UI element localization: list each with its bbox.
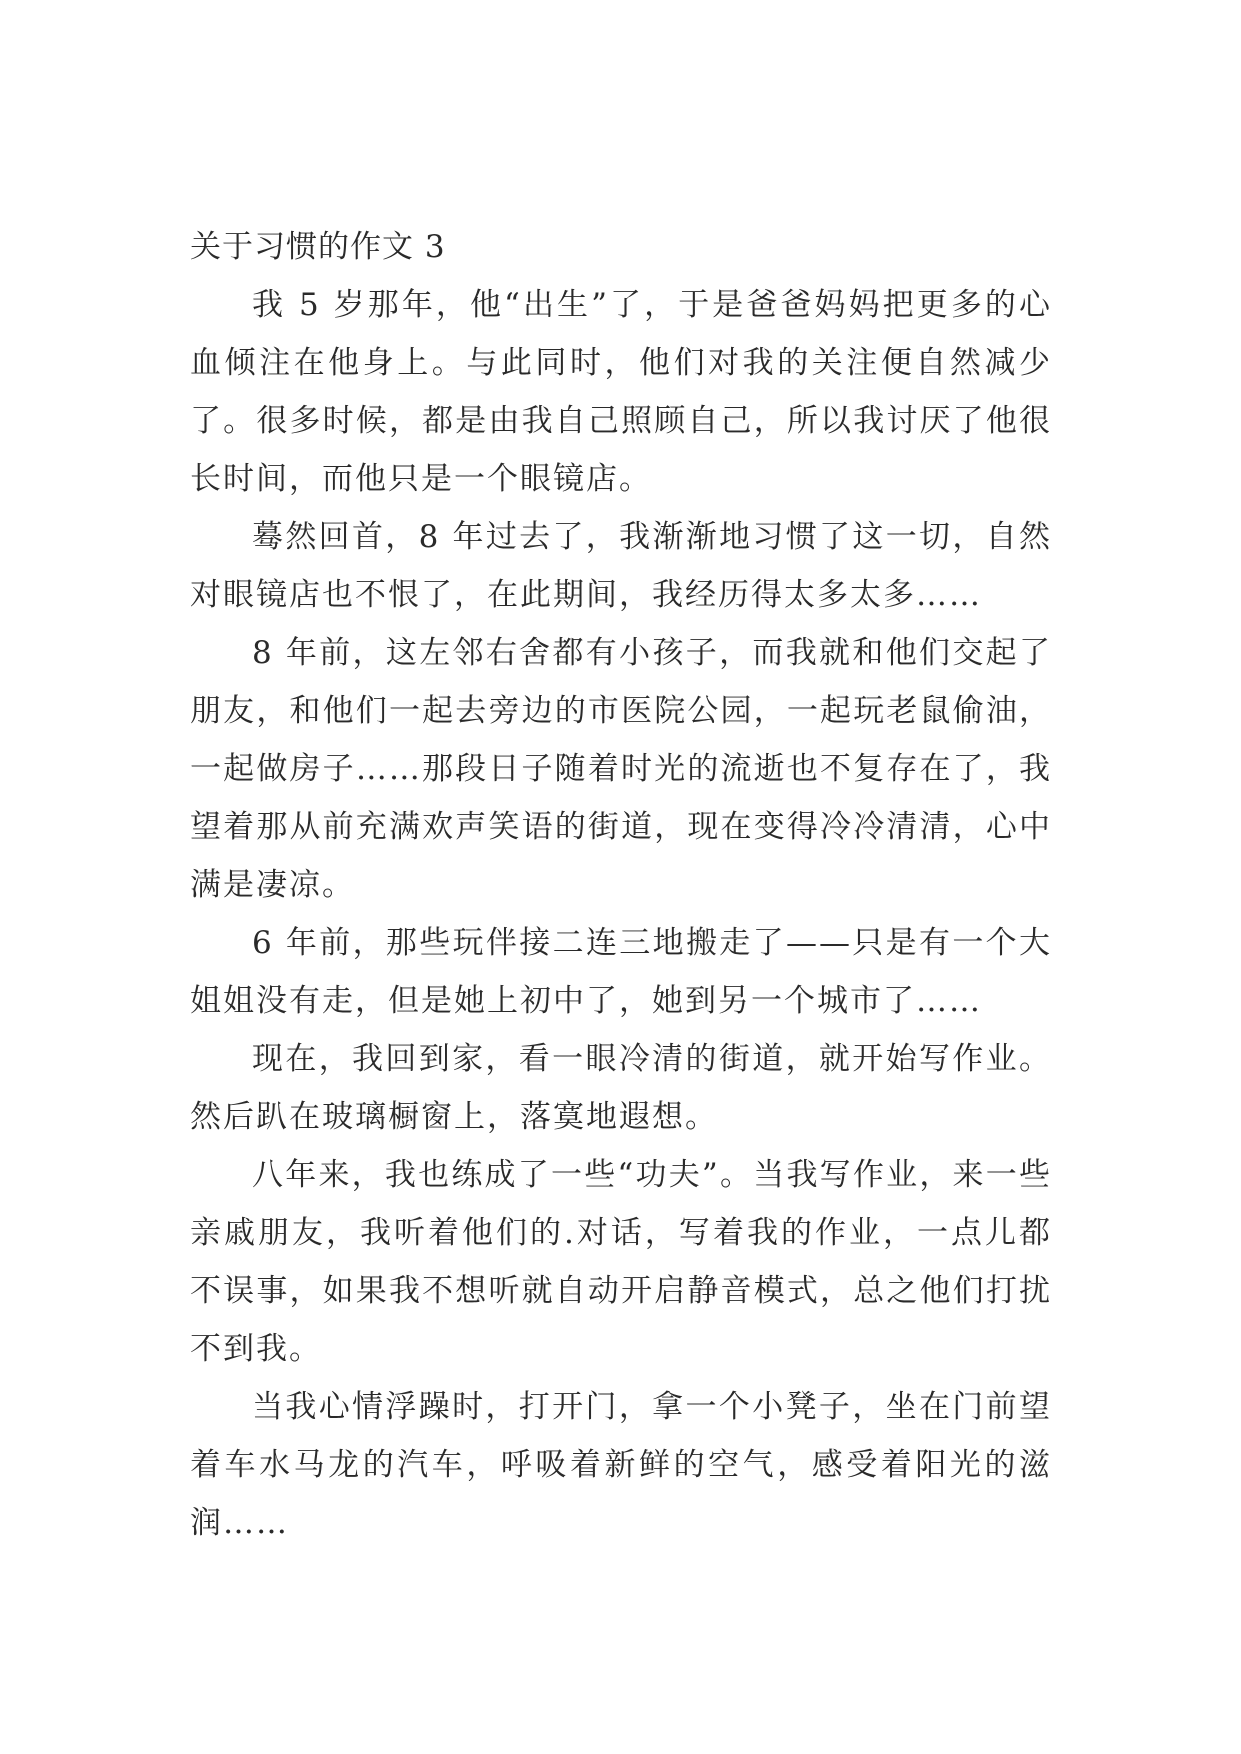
paragraph-1: 我 5 岁那年，他“出生”了，于是爸爸妈妈把更多的心血倾注在他身上。与此同时，他们对我的关注便自然减少了。很多时候，都是由我自己照顾自己，所以我讨厌了他很长时间，而他只是一个眼镜店。 <box>190 287 1052 497</box>
document-title: 关于习惯的作文 3 <box>190 229 446 265</box>
paragraph-6: 八年来，我也练成了一些“功夫”。当我写作业，来一些亲戚朋友，我听着他们的.对话，写着我的作业，一点儿都不误事，如果我不想听就自动开启静音模式，总之他们打扰不到我。 <box>190 1157 1052 1367</box>
paragraph-7: 当我心情浮躁时，打开门，拿一个小凳子，坐在门前望着车水马龙的汽车，呼吸着新鲜的空气，感受着阳光的滋润…… <box>190 1389 1052 1541</box>
paragraph-2: 蓦然回首，8 年过去了，我渐渐地习惯了这一切，自然对眼镜店也不恨了，在此期间，我经历得太多太多…… <box>190 519 1052 613</box>
document-body <box>190 218 1052 1552</box>
paragraph-4: 6 年前，那些玩伴接二连三地搬走了——只是有一个大姐姐没有走，但是她上初中了，她到另一个城市了…… <box>190 925 1052 1019</box>
paragraph-3: 8 年前，这左邻右舍都有小孩子，而我就和他们交起了朋友，和他们一起去旁边的市医院公园，一起玩老鼠偷油，一起做房子……那段日子随着时光的流逝也不复存在了，我望着那从前充满欢声笑语的街道，现在变得冷冷清清，心中满是凄凉。 <box>190 635 1052 903</box>
paragraph-5: 现在，我回到家，看一眼冷清的街道，就开始写作业。然后趴在玻璃橱窗上，落寞地遐想。 <box>190 1041 1052 1135</box>
